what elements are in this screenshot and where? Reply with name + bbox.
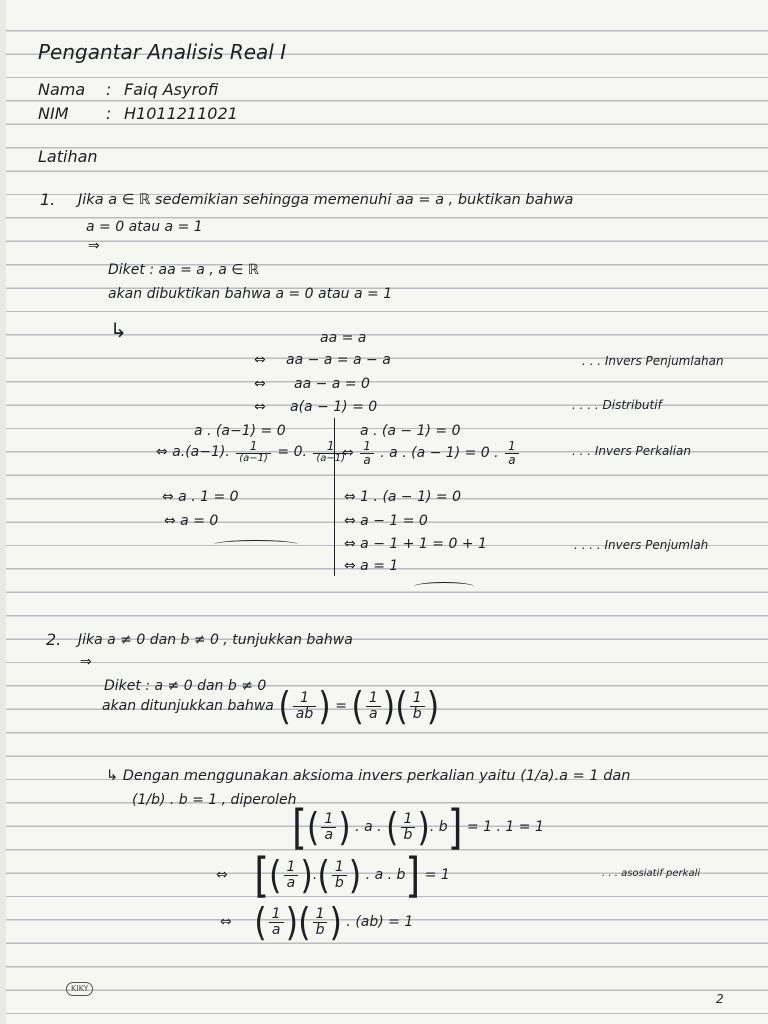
problem-2-number: 2. [46, 630, 62, 649]
left-paren: ( [306, 804, 320, 850]
notebook-page [6, 0, 768, 1024]
step-4-lhs: ⇔ [254, 399, 266, 415]
fraction-numerator: 1 [334, 858, 344, 875]
hook-arrow-icon: ↳ [110, 318, 127, 342]
equation-2-note: . . . asosiatif perkali [602, 868, 701, 879]
right-paren: ) [300, 852, 313, 898]
fraction-denominator: a [508, 452, 516, 467]
right-branch-row-2-mid: . a . (a − 1) = 0 . [380, 445, 499, 462]
left-paren: ( [254, 899, 267, 945]
fraction-numerator: 1 [271, 905, 281, 922]
fraction-denominator: b [315, 921, 325, 938]
left-paren: ( [386, 804, 399, 850]
fraction-denominator: a [369, 705, 378, 722]
left-branch-underline [214, 540, 298, 549]
fraction-1-over-b [313, 907, 328, 937]
problem-1-given: Diket : aa = a , a ∈ ℝ [108, 262, 259, 278]
fraction-numerator: 1 [403, 810, 413, 827]
fraction-denominator: ab [295, 705, 314, 722]
step-4-note: . . . . Distributif [572, 398, 662, 412]
goal-equals: = [335, 698, 347, 714]
left-bracket: [ [254, 847, 270, 903]
equation-2-rhs: = 1 [424, 867, 450, 883]
equation-3-mid: . (ab) = 1 [346, 914, 414, 930]
fraction-denominator: b [412, 705, 422, 722]
fraction-numerator: 1 [249, 439, 258, 453]
right-paren: ) [338, 804, 351, 850]
equation-3 [220, 899, 414, 945]
equation-1-dot-b: . b [429, 819, 448, 835]
left-paren: ( [298, 899, 311, 945]
fraction-denominator: a [324, 826, 334, 843]
name-value: Faiq Asyrofi [124, 80, 219, 99]
step-3-lhs: ⇔ [254, 376, 266, 392]
fraction-numerator: 1 [412, 689, 422, 706]
step-2-note: . . . Invers Penjumlahan [582, 354, 724, 368]
name-separator: : [106, 80, 112, 99]
step-1-expr: aa = a [320, 330, 367, 346]
right-paren: ) [318, 683, 331, 729]
equation-3-lhs: ⇔ [220, 914, 232, 930]
right-branch-underline [414, 582, 474, 591]
step-4-expr: a(a − 1) = 0 [290, 399, 378, 415]
problem-2-goal-prefix: akan ditunjukkan bahwa [102, 698, 274, 714]
fraction-1-over-b [332, 860, 347, 890]
equation-1-dot-a: . a . [355, 819, 382, 835]
problem-2-method-line-2: (1/b) . b = 1 , diperoleh [132, 792, 297, 808]
fraction-numerator: 1 [508, 439, 516, 453]
equation-1 [292, 799, 544, 855]
fraction-denominator: (a−1) [316, 452, 346, 464]
left-branch-row-2 [156, 440, 350, 464]
nim-separator: : [106, 104, 112, 123]
left-paren: ( [269, 852, 282, 898]
step-2-lhs: ⇔ [254, 352, 266, 368]
nim-label: NIM [38, 104, 69, 123]
right-branch-row-2-lead: ⇔ [342, 445, 354, 462]
fraction-denominator: a [363, 452, 371, 467]
right-branch-row-1: a . (a − 1) = 0 [360, 423, 461, 439]
section-title: Latihan [38, 147, 98, 166]
right-bracket: ] [405, 847, 421, 903]
notebook-brand-logo: KIKY [66, 982, 93, 996]
problem-2-method-line-1: ↳ Dengan menggunakan aksioma invers perkalian yaitu (1/a).a = 1 dan [106, 768, 631, 784]
left-paren: ( [278, 683, 291, 729]
left-bracket: [ [292, 799, 307, 855]
right-branch-row-4: ⇔ a − 1 = 0 [344, 513, 428, 529]
right-branch-row-6: ⇔ a = 1 [344, 558, 399, 574]
problem-1-statement-line-1: Jika a ∈ ℝ sedemikian sehingga memenuhi aa = a , buktikan bahwa [78, 192, 574, 208]
left-branch-row-2-mid: = 0. [277, 444, 307, 461]
right-bracket: ] [447, 799, 463, 855]
fraction-denominator: b [403, 826, 413, 843]
goal-fraction-1-over-a [366, 691, 381, 721]
left-branch-row-1: a . (a−1) = 0 [194, 423, 286, 439]
fraction-numerator: 1 [326, 439, 335, 453]
fraction-numerator: 1 [324, 810, 334, 827]
fraction-denominator: (a−1) [239, 452, 268, 464]
fraction-numerator: 1 [286, 858, 296, 875]
goal-fraction-1-over-b [410, 691, 425, 721]
page-title: Pengantar Analisis Real I [38, 40, 287, 64]
right-branch-row-5-note: . . . . Invers Penjumlah [574, 538, 709, 552]
left-branch-row-3: ⇔ a . 1 = 0 [162, 489, 239, 505]
left-branch-row-2-lead: ⇔ a.(a−1). [156, 444, 230, 461]
problem-1-arrow: ⇒ [88, 238, 100, 254]
fraction-1-over-a [269, 907, 284, 937]
right-paren: ) [348, 852, 362, 898]
step-3-expr: aa − a = 0 [294, 376, 370, 392]
fraction-denominator: a [286, 874, 296, 891]
equation-2: ⇔ [( $\frac{1}{a}$ ).( $\frac{1}{b}$ ) . a . b] = 1 [216, 847, 450, 903]
right-branch-row-3: ⇔ 1 . (a − 1) = 0 [344, 489, 462, 505]
problem-1-number: 1. [40, 190, 56, 209]
fraction-numerator: 1 [363, 439, 371, 453]
left-paren: ( [395, 683, 408, 729]
equation-2-mid: . a . b [365, 867, 406, 883]
left-inverse-fraction [236, 440, 271, 464]
right-paren: ) [285, 899, 299, 945]
right-paren: ) [382, 683, 396, 729]
equation-1-rhs: = 1 . 1 = 1 [466, 819, 544, 835]
page-mark: 2 [716, 992, 724, 1006]
problem-2-arrow: ⇒ [80, 654, 92, 670]
fraction-denominator: a [271, 921, 281, 938]
right-branch-row-5: ⇔ a − 1 + 1 = 0 + 1 [344, 536, 487, 552]
left-branch-row-4: ⇔ a = 0 [164, 513, 219, 529]
right-inverse-fraction-2 [505, 440, 519, 466]
equation-2-lhs: ⇔ [216, 867, 228, 883]
right-paren: ) [426, 683, 440, 729]
fraction-numerator: 1 [315, 905, 325, 922]
fraction-denominator: b [334, 874, 344, 891]
left-paren: ( [317, 852, 330, 898]
right-paren: ) [329, 899, 342, 945]
problem-1-goal: akan dibuktikan bahwa a = 0 atau a = 1 [108, 286, 393, 302]
problem-2-statement: Jika a ≠ 0 dan b ≠ 0 , tunjukkan bahwa [78, 632, 353, 648]
right-paren: ) [417, 804, 430, 850]
problem-1-statement-line-2: a = 0 atau a = 1 [86, 219, 203, 235]
step-2-expr: aa − a = a − a [286, 352, 391, 368]
right-inverse-fraction [360, 440, 374, 466]
fraction-1-over-a [284, 860, 299, 890]
fraction-numerator: 1 [368, 689, 378, 706]
name-label: Nama [38, 80, 86, 99]
fraction-numerator: 1 [300, 689, 309, 706]
fraction-1-over-b [401, 812, 416, 842]
right-branch-row-2 [342, 440, 521, 466]
problem-2-given: Diket : a ≠ 0 dan b ≠ 0 [104, 678, 267, 694]
fraction-1-over-a [321, 812, 336, 842]
goal-fraction-1-over-ab [293, 691, 316, 721]
left-paren: ( [351, 683, 364, 729]
right-branch-row-2-note: . . . Invers Perkalian [572, 444, 691, 458]
nim-value: H1011211021 [124, 104, 238, 123]
